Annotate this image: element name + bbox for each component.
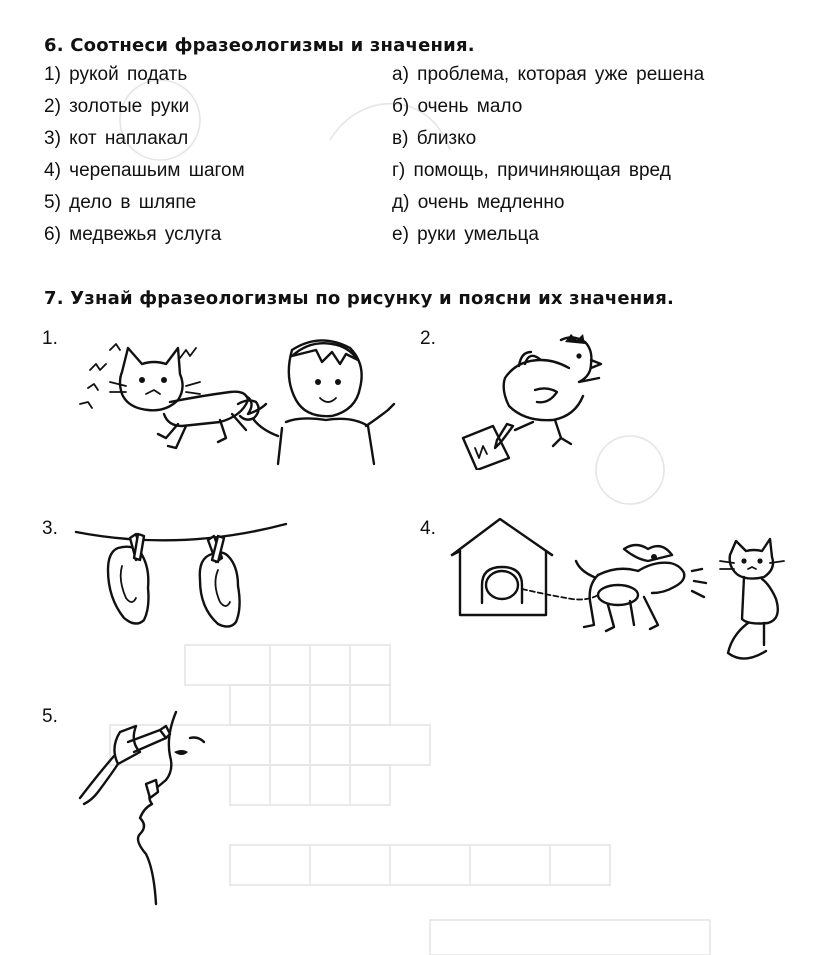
idiom-2: 2) золотые руки xyxy=(44,96,190,117)
meaning-e: е) руки умельца xyxy=(392,224,539,245)
idiom-6: 6) медвежья услуга xyxy=(44,224,222,245)
meaning-b: б) очень мало xyxy=(392,96,523,117)
cat-pulled-by-tail-icon xyxy=(70,330,400,470)
picture-5-number: 5. xyxy=(42,706,58,727)
axe-and-face-icon xyxy=(70,708,230,908)
picture-2-number: 2. xyxy=(420,328,436,349)
task7-title: 7. Узнай фразеологизмы по рисунку и поясни их значения. xyxy=(44,288,675,309)
meaning-g: г) помощь, причиняющая вред xyxy=(392,160,671,181)
meaning-d: д) очень медленно xyxy=(392,192,565,213)
meaning-a: а) проблема, которая уже решена xyxy=(392,64,705,85)
idiom-5: 5) дело в шляпе xyxy=(44,192,197,213)
task6-title: 6. Соотнеси фразеологизмы и значения. xyxy=(44,35,475,56)
meaning-v: в) близко xyxy=(392,128,477,149)
picture-1-number: 1. xyxy=(42,328,58,349)
idiom-4: 4) черепашьим шагом xyxy=(44,160,245,181)
chicken-writing-icon xyxy=(445,330,615,470)
picture-4-number: 4. xyxy=(420,518,436,539)
idiom-3: 3) кот наплакал xyxy=(44,128,189,149)
dog-and-cat-icon xyxy=(448,515,808,665)
idiom-1: 1) рукой подать xyxy=(44,64,188,85)
ears-on-clothesline-icon xyxy=(70,518,300,638)
picture-3-number: 3. xyxy=(42,518,58,539)
